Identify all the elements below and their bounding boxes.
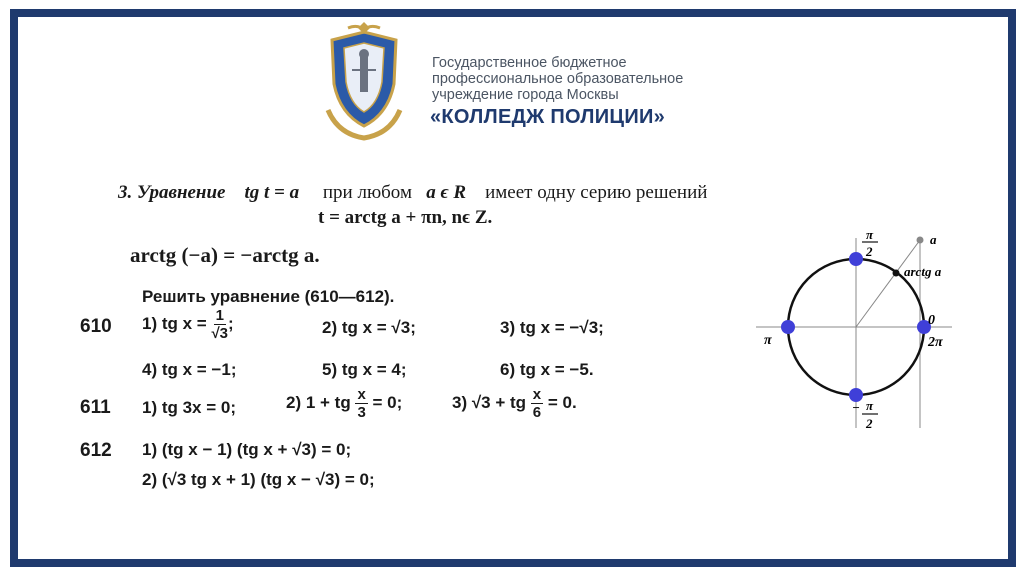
problem-612-item-2: 2) (√3 tg x + 1) (tg x − √3) = 0; — [142, 470, 375, 489]
point-pi-half — [849, 252, 863, 266]
police-college-emblem — [318, 22, 410, 142]
problem-611-item-3 — [452, 386, 577, 421]
problem-610-item-3: 3) tg x = −√3; — [500, 318, 604, 337]
fraction-denominator: 6 — [532, 404, 542, 421]
label-minus-sign: − — [852, 400, 860, 415]
college-title: «КОЛЛЕДЖ ПОЛИЦИИ» — [430, 106, 666, 128]
problem-610-item-1 — [142, 307, 234, 342]
item-text: 1) tg x = — [142, 313, 207, 333]
org-line-1: Государственное бюджетное — [432, 55, 627, 71]
fraction-numerator: x — [532, 386, 542, 403]
fraction — [355, 386, 367, 421]
label-minus-pi-half-num: π — [866, 398, 874, 413]
label-pi-half-num: π — [866, 228, 874, 242]
fraction-numerator: 1 — [215, 307, 224, 324]
statement-text-1: при любом — [322, 182, 412, 203]
fraction — [211, 307, 228, 342]
problem-610-item-4: 4) tg x = −1; — [142, 360, 237, 379]
point-arctg — [893, 270, 900, 277]
statement-number: 3. — [118, 182, 133, 203]
organization-name — [432, 55, 683, 103]
statement-text-2: имеет одну серию решений — [485, 182, 708, 203]
label-pi-half-den: 2 — [866, 244, 873, 259]
item-end: = 0; — [372, 392, 403, 412]
point-a — [917, 237, 924, 244]
problem-612-number: 612 — [80, 440, 112, 461]
label-pi: π — [764, 333, 772, 348]
statement-line — [118, 182, 707, 204]
point-pi — [781, 320, 795, 334]
task-heading: Решить уравнение (610—612). — [142, 287, 395, 306]
problem-612-item-1: 1) (tg x − 1) (tg x + √3) = 0; — [142, 440, 352, 459]
statement-condition: a ϵ R — [426, 182, 467, 203]
item-text: 3) √3 + tg — [452, 392, 527, 412]
fraction — [531, 386, 543, 421]
fraction-denominator: √3 — [211, 325, 229, 342]
item-text: 2) 1 + tg — [286, 392, 351, 412]
problem-610-item-5: 5) tg x = 4; — [322, 360, 407, 379]
label-arctg: arctg a — [904, 264, 942, 279]
problem-611-item-2 — [286, 386, 402, 421]
statement-equation: tg t = a — [244, 182, 300, 203]
item-end: ; — [228, 313, 234, 333]
problem-610-item-2: 2) tg x = √3; — [322, 318, 416, 337]
problem-611-item-1: 1) tg 3x = 0; — [142, 398, 237, 417]
label-a: a — [930, 232, 937, 247]
label-minus-pi-half-den: 2 — [866, 416, 873, 431]
statement-solution: t = arctg a + πn, nϵ Z. — [318, 207, 493, 228]
label-zero: 0 — [928, 313, 935, 328]
arctg-identity: arctg (−a) = −arctg a. — [130, 243, 320, 267]
problem-611-number: 611 — [80, 397, 111, 418]
fraction-numerator: x — [357, 386, 366, 403]
unit-circle-diagram — [752, 228, 984, 438]
org-line-3: учреждение города Москвы — [432, 87, 619, 103]
statement-word: Уравнение — [137, 182, 226, 203]
org-line-2: профессиональное образовательное — [432, 71, 684, 87]
item-end: = 0. — [547, 392, 577, 412]
problem-610-number: 610 — [80, 316, 112, 337]
problem-610-item-6: 6) tg x = −5. — [500, 360, 594, 379]
fraction-denominator: 3 — [357, 404, 366, 421]
label-2pi: 2π — [928, 335, 943, 350]
